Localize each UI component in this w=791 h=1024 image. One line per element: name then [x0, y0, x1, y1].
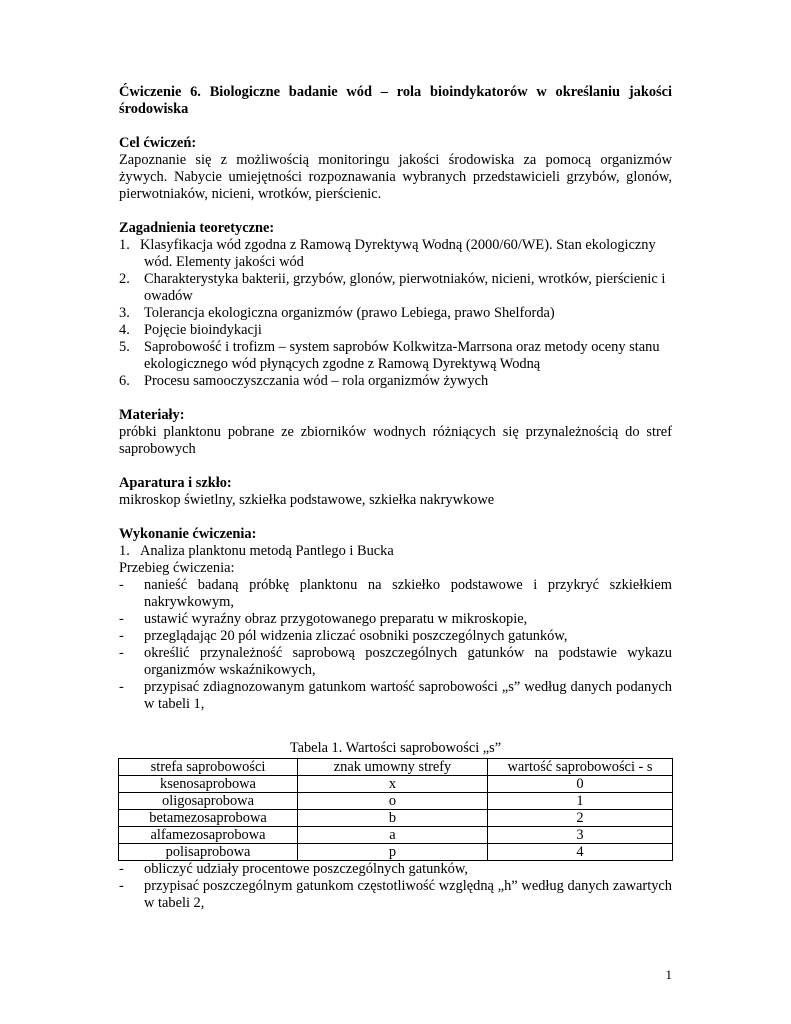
document-page: [119, 84, 672, 912]
table-cell: o: [298, 793, 488, 810]
list-item: [119, 237, 672, 271]
list-item: [119, 322, 672, 339]
item-number: 3.: [119, 305, 130, 321]
table-cell: 0: [488, 776, 673, 793]
materials-text: próbki planktonu pobrane ze zbiorników wodnych różniących się przynależnością do stref saprobowych: [119, 424, 672, 457]
dash-bullet: -: [119, 878, 124, 894]
list-item: [119, 339, 672, 373]
apparatus-heading: Aparatura i szkło:: [119, 475, 232, 491]
table-header-cell: wartość saprobowości - s: [488, 759, 673, 776]
item-number: 1.: [119, 543, 130, 559]
materials-heading: Materiały:: [119, 407, 185, 423]
table-cell: ksenosaprobowa: [119, 776, 298, 793]
item-text: Pojęcie bioindykacji: [144, 322, 262, 338]
table-cell: 2: [488, 810, 673, 827]
table-cell: 1: [488, 793, 673, 810]
list-item: [119, 305, 672, 322]
dash-bullet: -: [119, 645, 124, 661]
table-cell: a: [298, 827, 488, 844]
table-cell: 3: [488, 827, 673, 844]
after-table-steps: [119, 861, 672, 912]
step-text: określić przynależność saprobową poszczególnych gatunków na podstawie wykazu organizmów wskaźnikowych,: [144, 645, 672, 678]
saprobity-table: [118, 758, 673, 861]
list-item: [119, 271, 672, 305]
step-text: obliczyć udziały procentowe poszczególnych gatunków,: [144, 861, 468, 877]
theory-heading: Zagadnienia teoretyczne:: [119, 220, 275, 236]
table-row: [119, 810, 673, 827]
table-row: [119, 793, 673, 810]
item-text: Klasyfikacja wód zgodna z Ramową Dyrektywą Wodną (2000/60/WE). Stan ekologiczny wód. Elementy jakości wód: [140, 237, 656, 270]
item-text: Charakterystyka bakterii, grzybów, glonów, pierwotniaków, nicieni, wrotków, pierścienic i owadów: [144, 271, 666, 304]
step-text: ustawić wyraźny obraz przygotowanego preparatu w mikroskopie,: [144, 611, 528, 627]
step-text: nanieść badaną próbkę planktonu na szkiełko podstawowe i przykryć szkiełkiem nakrywkowym,: [144, 577, 672, 610]
item-number: 4.: [119, 322, 130, 338]
apparatus-text: mikroskop świetlny, szkiełka podstawowe, szkiełka nakrywkowe: [119, 492, 495, 508]
dash-bullet: -: [119, 577, 124, 593]
dash-bullet: -: [119, 861, 124, 877]
dash-bullet: -: [119, 628, 124, 644]
table-row: [119, 827, 673, 844]
goal-section: [119, 135, 672, 203]
list-item: [119, 628, 672, 645]
table-cell: b: [298, 810, 488, 827]
table-row: [119, 776, 673, 793]
theory-section: [119, 220, 672, 390]
step-text: przypisać zdiagnozowanym gatunkom wartość saprobowości „s” według danych podanych w tabeli 1,: [144, 679, 672, 712]
table-header-cell: znak umowny strefy: [298, 759, 488, 776]
theory-list: [119, 237, 672, 390]
table-row: [119, 844, 673, 861]
table-cell: betamezosaprobowa: [119, 810, 298, 827]
goal-heading: Cel ćwiczeń:: [119, 135, 197, 151]
item-number: 1.: [119, 237, 130, 253]
table-cell: oligosaprobowa: [119, 793, 298, 810]
table-caption: Tabela 1. Wartości saprobowości „s”: [289, 740, 502, 756]
procedure-course: Przebieg ćwiczenia:: [119, 560, 235, 576]
item-text: Tolerancja ekologiczna organizmów (prawo Lebiega, prawo Shelforda): [144, 305, 555, 321]
item-text: Procesu samooczyszczania wód – rola organizmów żywych: [144, 373, 489, 389]
table-cell: polisaprobowa: [119, 844, 298, 861]
table-header-cell: strefa saprobowości: [119, 759, 298, 776]
item-number: 2.: [119, 271, 130, 287]
materials-section: [119, 407, 672, 458]
table-cell: x: [298, 776, 488, 793]
list-item: [119, 679, 672, 713]
list-item: [119, 577, 672, 611]
table-cell: 4: [488, 844, 673, 861]
apparatus-section: [119, 475, 672, 509]
list-item: [119, 878, 672, 912]
item-text: Saprobowość i trofizm – system saprobów Kolkwitza-Marrsona oraz metody oceny stanu ekologicznego wód płynących zgodne z Ramową Dyrektywą Wodną: [144, 339, 660, 372]
item-number: 6.: [119, 373, 130, 389]
procedure-heading: Wykonanie ćwiczenia:: [119, 526, 257, 542]
page-number: 1: [665, 967, 672, 982]
dash-bullet: -: [119, 611, 124, 627]
procedure-subtitle-list: [119, 543, 672, 560]
dash-bullet: -: [119, 679, 124, 695]
table-cell: p: [298, 844, 488, 861]
list-item: [119, 611, 672, 628]
step-text: przeglądając 20 pól widzenia zliczać osobniki poszczególnych gatunków,: [144, 628, 568, 644]
table-cell: alfamezosaprobowa: [119, 827, 298, 844]
procedure-subtitle: Analiza planktonu metodą Pantlego i Bucka: [140, 543, 394, 559]
step-text: przypisać poszczególnym gatunkom częstotliwość względną „h” według danych zawartych w tabeli 2,: [144, 878, 672, 911]
procedure-steps: [119, 577, 672, 713]
document-title: Ćwiczenie 6. Biologiczne badanie wód – rola bioindykatorów w określaniu jakości środowiska: [119, 84, 672, 117]
goal-text: Zapoznanie się z możliwością monitoringu jakości środowiska za pomocą organizmów żywych. Nabycie umiejętności rozpoznawania wybranych przedstawicieli grzybów, glonów, pierwotniaków, nicieni, wrotków, pierścienic.: [119, 152, 672, 202]
list-item: [119, 861, 672, 878]
table-header-row: [119, 759, 673, 776]
list-item: [119, 645, 672, 679]
list-item: [119, 543, 672, 560]
list-item: [119, 373, 672, 390]
procedure-section: [119, 526, 672, 713]
item-number: 5.: [119, 339, 130, 355]
